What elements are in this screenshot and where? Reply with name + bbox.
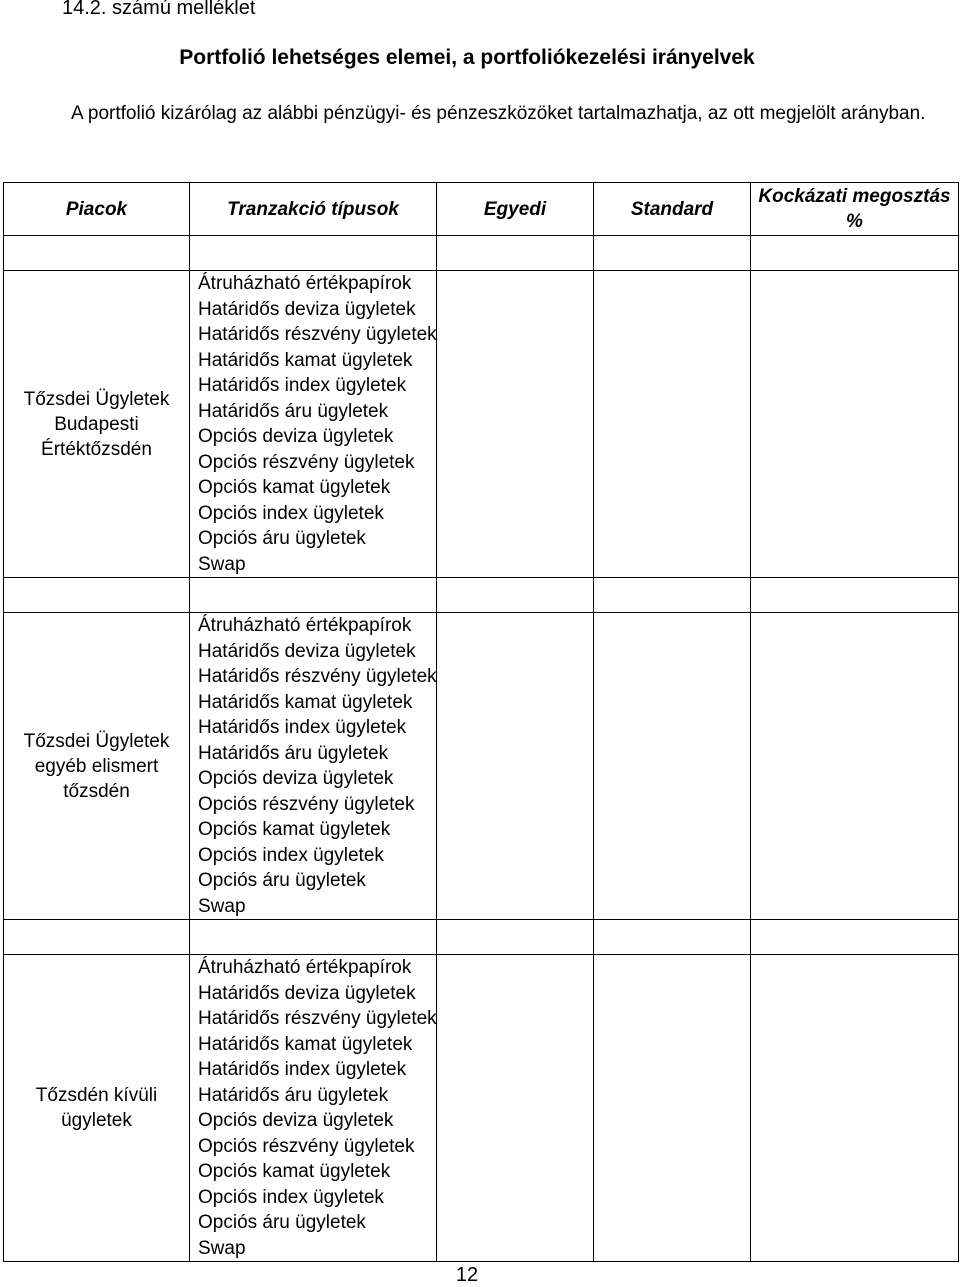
market-section-row: [4, 613, 959, 920]
transaction-type-item: Határidős kamat ügyletek: [198, 349, 413, 371]
transaction-type-item: Határidős részvény ügyletek: [198, 1008, 437, 1029]
empty-cell: [190, 236, 437, 271]
empty-cell: [594, 236, 751, 271]
transaction-type-item: Határidős deviza ügyletek: [198, 640, 416, 662]
transaction-type-item: Határidős áru ügyletek: [198, 400, 389, 422]
transaction-type-list: [190, 955, 437, 1262]
header-risk-share: Kockázati megosztás %: [751, 183, 959, 236]
portfolio-table: [3, 182, 959, 1262]
transaction-type-item: Határidős áru ügyletek: [198, 742, 389, 764]
empty-cell: [751, 236, 959, 271]
page-number: 12: [455, 1264, 479, 1286]
transaction-type-item: Opciós áru ügyletek: [198, 528, 366, 549]
header-row: [4, 183, 959, 236]
transaction-type-list: [190, 613, 437, 920]
empty-cell: [594, 271, 751, 578]
header-individual: Egyedi: [437, 183, 594, 236]
market-section-row: [4, 271, 959, 578]
transaction-type-item: Opciós áru ügyletek: [198, 1212, 366, 1233]
empty-cell: [4, 578, 190, 613]
transaction-type-item: Opciós áru ügyletek: [198, 870, 366, 891]
transaction-type-item: Határidős áru ügyletek: [198, 1084, 389, 1106]
empty-cell: [437, 955, 594, 1262]
transaction-type-item: Opciós részvény ügyletek: [198, 1135, 415, 1157]
transaction-type-item: Opciós index ügyletek: [198, 1186, 384, 1208]
transaction-type-list: [190, 271, 437, 578]
empty-cell: [437, 920, 594, 955]
empty-cell: [751, 955, 959, 1262]
empty-cell: [594, 578, 751, 613]
empty-cell: [751, 920, 959, 955]
transaction-type-item: Opciós deviza ügyletek: [198, 768, 394, 789]
transaction-type-item: Opciós kamat ügyletek: [198, 819, 391, 840]
market-section-row: [4, 955, 959, 1262]
header-transaction-types: Tranzakció típusok: [190, 183, 437, 236]
transaction-type-item: Átruházható értékpapírok: [198, 957, 412, 978]
empty-cell: [751, 578, 959, 613]
transaction-type-item: Opciós index ügyletek: [198, 502, 384, 524]
empty-cell: [4, 236, 190, 271]
empty-cell: [594, 613, 751, 920]
transaction-type-item: Opciós deviza ügyletek: [198, 426, 394, 447]
empty-cell: [594, 955, 751, 1262]
transaction-type-item: Opciós részvény ügyletek: [198, 451, 415, 473]
spacer-row: [4, 920, 959, 955]
transaction-type-item: Határidős részvény ügyletek: [198, 666, 437, 687]
transaction-type-item: Határidős index ügyletek: [198, 1059, 407, 1080]
spacer-row: [4, 236, 959, 271]
transaction-type-item: Opciós index ügyletek: [198, 844, 384, 866]
market-name: Tőzsdei Ügyletek Budapesti Értéktőzsdén: [4, 271, 190, 578]
empty-cell: [437, 236, 594, 271]
transaction-type-item: Határidős deviza ügyletek: [198, 298, 416, 320]
transaction-type-item: Opciós deviza ügyletek: [198, 1110, 394, 1131]
header-standard: Standard: [594, 183, 751, 236]
transaction-type-item: Határidős deviza ügyletek: [198, 982, 416, 1004]
transaction-type-item: Határidős index ügyletek: [198, 717, 407, 738]
empty-cell: [437, 271, 594, 578]
page-title: Portfolió lehetséges elemei, a portfoliókezelési irányelvek: [179, 46, 755, 69]
transaction-type-item: Opciós kamat ügyletek: [198, 477, 391, 498]
empty-cell: [4, 920, 190, 955]
empty-cell: [751, 613, 959, 920]
transaction-type-item: Határidős index ügyletek: [198, 375, 407, 396]
transaction-type-item: Határidős részvény ügyletek: [198, 324, 437, 345]
transaction-type-item: Határidős kamat ügyletek: [198, 1033, 413, 1055]
transaction-type-item: Opciós kamat ügyletek: [198, 1161, 391, 1182]
intro-text: A portfolió kizárólag az alábbi pénzügyi- és pénzeszközöket tartalmazhatja, az ott megjelölt arányban.: [71, 103, 926, 124]
empty-cell: [190, 578, 437, 613]
spacer-row: [4, 578, 959, 613]
market-name: Tőzsdei Ügyletek egyéb elismert tőzsdén: [4, 613, 190, 920]
market-name: Tőzsdén kívüli ügyletek: [4, 955, 190, 1262]
empty-cell: [437, 578, 594, 613]
transaction-type-item: Átruházható értékpapírok: [198, 615, 412, 636]
transaction-type-item: Átruházható értékpapírok: [198, 273, 412, 294]
header-markets: Piacok: [4, 183, 190, 236]
transaction-type-item: Határidős kamat ügyletek: [198, 691, 413, 713]
transaction-type-item: Opciós részvény ügyletek: [198, 793, 415, 815]
transaction-type-item: Swap: [198, 1237, 246, 1259]
transaction-type-item: Swap: [198, 553, 246, 575]
empty-cell: [751, 271, 959, 578]
annex-label: 14.2. számú melléklet: [62, 0, 256, 19]
empty-cell: [190, 920, 437, 955]
empty-cell: [594, 920, 751, 955]
transaction-type-item: Swap: [198, 895, 246, 917]
empty-cell: [437, 613, 594, 920]
